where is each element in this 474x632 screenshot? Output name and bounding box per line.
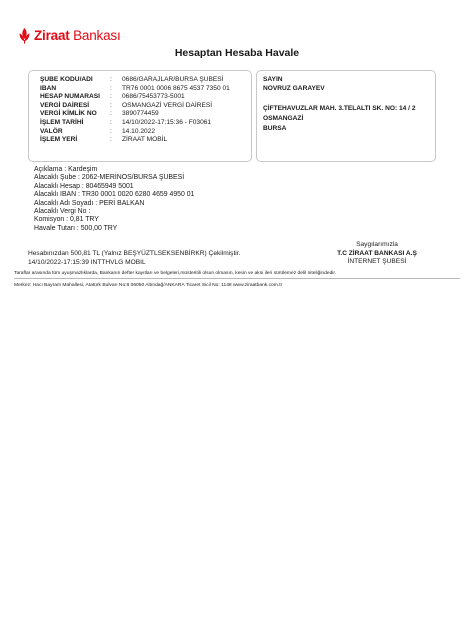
info-row: ŞUBE KODU/ADI : 0686/GARAJLAR/BURSA ŞUBESİ	[40, 76, 224, 83]
summary-line: 14/10/2022-17:15:39 INTTHVLG MOBIL	[28, 258, 146, 266]
detail-line: Alacaklı Şube : 2062-MERİNOS/BURSA ŞUBESİ	[34, 174, 185, 182]
summary-line: Hesabınızdan 500,81 TL (Yalnız BEŞYÜZTLSEKSENBİRKR) Çekilmiştir.	[28, 250, 241, 257]
page-title: Hesaptan Hesaba Havale	[174, 47, 300, 59]
detail-line: Alacaklı Adı Soyadı : PERİ BALKAN	[34, 199, 145, 207]
sender-info-list	[40, 76, 230, 145]
wheat-logo-icon	[18, 27, 31, 44]
detail-line: Alacaklı IBAN : TR30 0001 0020 6280 4659 4950 01	[34, 191, 195, 199]
recipient-city: BURSA	[263, 125, 287, 132]
info-row: İŞLEM TARİHİ : 14/10/2022-17:15:36 - F03061	[40, 118, 212, 126]
recipient-name: NOVRUZ GARAYEV	[263, 85, 325, 92]
legal-disclaimer: Taraflar arasında tüm uyuşmazlıklarda, Bankanın defter kayıtları ve belgeleri,müsteritili olsun olmasın, kesin ve aksi ileri sürülemez delil niteliğindedir.	[14, 271, 337, 276]
footer-address: Merkez: Hacı Bayram Mahallesi, Atatürk Bulvarı No:8 06050 Altındağ/ANKARA Ticaret Sicil No: 1148 www.ziraatbank.com.tr	[14, 283, 283, 288]
recipient-box	[256, 70, 436, 162]
info-row: VALÖR : 14.10.2022	[40, 127, 156, 135]
detail-line: Komisyon : 0,81 TRY	[34, 216, 99, 224]
detail-line: Açıklama : Kardeşim	[34, 166, 98, 173]
detail-line: Havale Tutarı : 500,00 TRY	[34, 224, 118, 232]
info-row: VERGİ DAİRESİ : OSMANGAZİ VERGİ DAİRESİ	[40, 101, 213, 109]
detail-line: Alacaklı Hesap : 80465949 5001	[34, 182, 134, 190]
footer-divider	[14, 278, 460, 279]
info-row: İŞLEM YERİ : ZİRAAT MOBİL	[40, 136, 168, 144]
recipient-salutation: SAYIN	[263, 76, 283, 83]
sender-info-box	[28, 70, 252, 162]
info-row: HESAP NUMARASI : 0686/75453773-5001	[40, 93, 185, 101]
transfer-details	[34, 166, 194, 233]
brand-name: Ziraat Bankası	[34, 28, 121, 43]
detail-line: Alacaklı Vergi No :	[34, 208, 91, 216]
recipient-district: OSMANGAZİ	[263, 115, 304, 122]
signature-bank: T.C ZİRAAT BANKASI A.Ş	[337, 249, 417, 257]
signature-block	[318, 241, 436, 267]
signature-branch: İNTERNET ŞUBESİ	[347, 258, 407, 266]
recipient-address: ÇİFTEHAVUZLAR MAH. 3.TELALTI SK. NO: 14 / 2	[263, 105, 416, 112]
signature-greeting: Saygılarımızla	[356, 241, 398, 248]
info-row: IBAN : TR76 0001 0006 8675 4537 7350 01	[40, 84, 230, 92]
debit-summary	[28, 250, 240, 267]
bank-logo	[18, 27, 121, 44]
info-row: VERGİ KİMLİK NO : 3890774459	[40, 110, 159, 118]
